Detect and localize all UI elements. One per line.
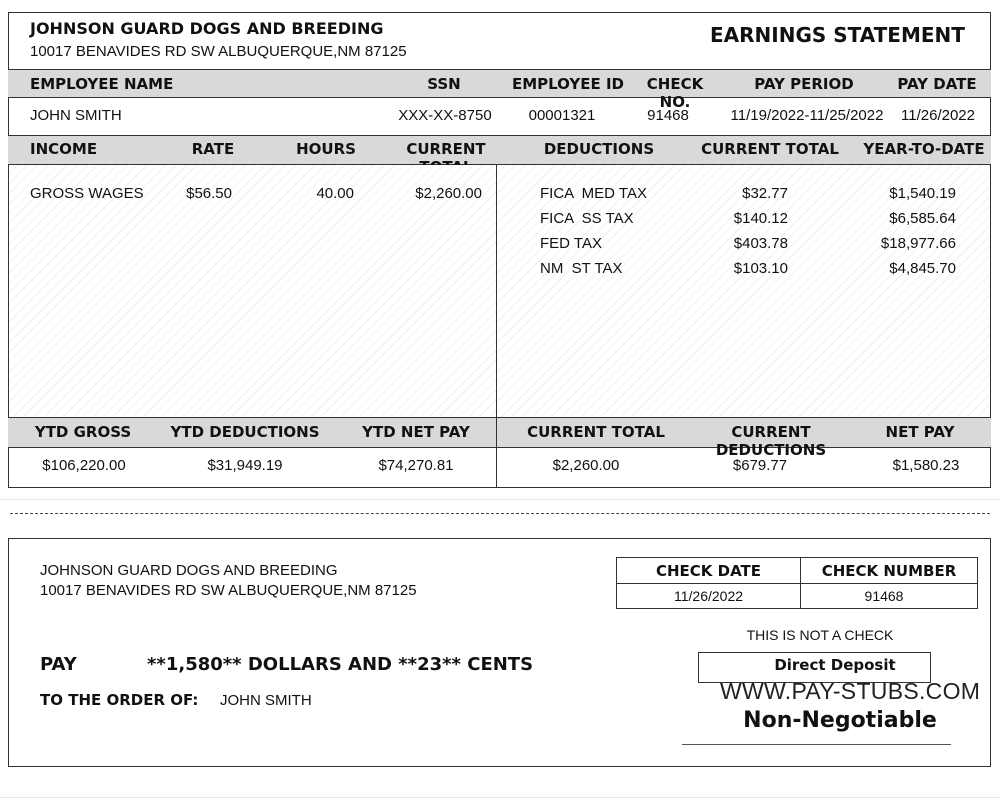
signature-line xyxy=(682,744,951,745)
check-no-header: CHECK NO. xyxy=(646,75,704,111)
check-date-value: 11/26/2022 xyxy=(673,588,744,604)
direct-deposit-label: Direct Deposit xyxy=(774,656,896,674)
employee-name-header: EMPLOYEE NAME xyxy=(30,75,174,93)
deduction-ytd: $18,977.66 xyxy=(880,235,956,252)
hours-header: HOURS xyxy=(296,140,356,158)
pay-period-value: 11/19/2022-11/25/2022 xyxy=(730,107,884,124)
deduction-ytd: $1,540.19 xyxy=(889,185,956,202)
non-negotiable-label: Non-Negotiable xyxy=(743,708,937,733)
ytd-gross-header: YTD GROSS xyxy=(34,423,132,441)
ytd-gross-value: $106,220.00 xyxy=(42,457,126,474)
ssn-value: XXX-XX-8750 xyxy=(398,107,492,124)
check-number-value: 91468 xyxy=(864,588,904,604)
tear-off-line xyxy=(10,513,990,514)
income-rate: $56.50 xyxy=(186,185,232,202)
pay-label: PAY xyxy=(40,654,77,675)
ytd-net-pay-header: YTD NET PAY xyxy=(362,423,470,441)
ytd-deductions-header: YTD DEDUCTIONS xyxy=(170,423,320,441)
faint-separator xyxy=(0,499,1000,500)
not-a-check-notice: THIS IS NOT A CHECK xyxy=(746,627,894,643)
current-total-value: $2,260.00 xyxy=(552,457,620,474)
deduction-label: NM ST TAX xyxy=(540,260,623,277)
rate-header: RATE xyxy=(191,140,235,158)
income-label: GROSS WAGES xyxy=(30,185,144,202)
order-label: TO THE ORDER OF: xyxy=(40,691,199,709)
deduction-current: $32.77 xyxy=(742,185,788,202)
income-hours: 40.00 xyxy=(316,185,354,202)
statement-title: EARNINGS STATEMENT xyxy=(710,23,965,47)
deductions-header: DEDUCTIONS xyxy=(543,140,655,158)
net-pay-value: $1,580.23 xyxy=(892,457,960,474)
summary-divider xyxy=(496,417,497,448)
check-date-label: CHECK DATE xyxy=(655,562,762,580)
deduction-label: FICA MED TAX xyxy=(540,185,647,202)
company-address: 10017 BENAVIDES RD SW ALBUQUERQUE,NM 87125 xyxy=(30,43,407,60)
check-number-label: CHECK NUMBER xyxy=(821,562,957,580)
company-name: JOHNSON GUARD DOGS AND BREEDING xyxy=(30,19,384,38)
pay-date-header: PAY DATE xyxy=(897,75,977,93)
deduction-ytd: $4,845.70 xyxy=(889,260,956,277)
deduction-label: FICA SS TAX xyxy=(540,210,634,227)
pay-period-header: PAY PERIOD xyxy=(754,75,854,93)
deduction-current: $140.12 xyxy=(733,210,788,227)
employee-id-header: EMPLOYEE ID xyxy=(511,75,625,93)
payee-name: JOHN SMITH xyxy=(220,692,312,709)
ytd-net-pay-value: $74,270.81 xyxy=(378,457,454,474)
income-current: $2,260.00 xyxy=(415,185,482,202)
income-current-total-header: CURRENT xyxy=(406,140,486,158)
employee-id-value: 00001321 xyxy=(528,107,596,124)
deduction-current: $403.78 xyxy=(733,235,788,252)
amount-in-words: **1,580** DOLLARS AND **23** CENTS xyxy=(147,654,534,675)
deductions-panel xyxy=(497,165,990,417)
current-deductions-value: $679.77 xyxy=(732,457,788,474)
summary-current-total-header: CURRENT TOTAL xyxy=(527,423,665,441)
income-header: INCOME xyxy=(30,140,98,158)
year-to-date-header: YEAR-TO-DATE xyxy=(863,140,985,158)
faint-bottom-separator xyxy=(0,797,1000,798)
deduction-current: $103.10 xyxy=(733,260,788,277)
deduction-ytd: $6,585.64 xyxy=(889,210,956,227)
ssn-header: SSN xyxy=(427,75,461,93)
check-info-divider-h xyxy=(616,583,978,584)
check-no-value: 91468 xyxy=(647,107,689,124)
employee-name: JOHN SMITH xyxy=(30,107,122,124)
website-watermark: WWW.PAY-STUBS.COM xyxy=(720,678,981,704)
income-panel xyxy=(9,165,496,417)
net-pay-header: NET PAY xyxy=(885,423,955,441)
deduction-label: FED TAX xyxy=(540,235,602,252)
deductions-current-total-header: CURRENT TOTAL xyxy=(701,140,839,158)
current-deductions-header: CURRENT DEDUCTIONS xyxy=(715,423,827,459)
pay-date-value: 11/26/2022 xyxy=(901,107,975,124)
check-company-name: JOHNSON GUARD DOGS AND BREEDING xyxy=(40,562,338,579)
ytd-deductions-value: $31,949.19 xyxy=(207,457,283,474)
check-company-address: 10017 BENAVIDES RD SW ALBUQUERQUE,NM 87125 xyxy=(40,582,417,599)
